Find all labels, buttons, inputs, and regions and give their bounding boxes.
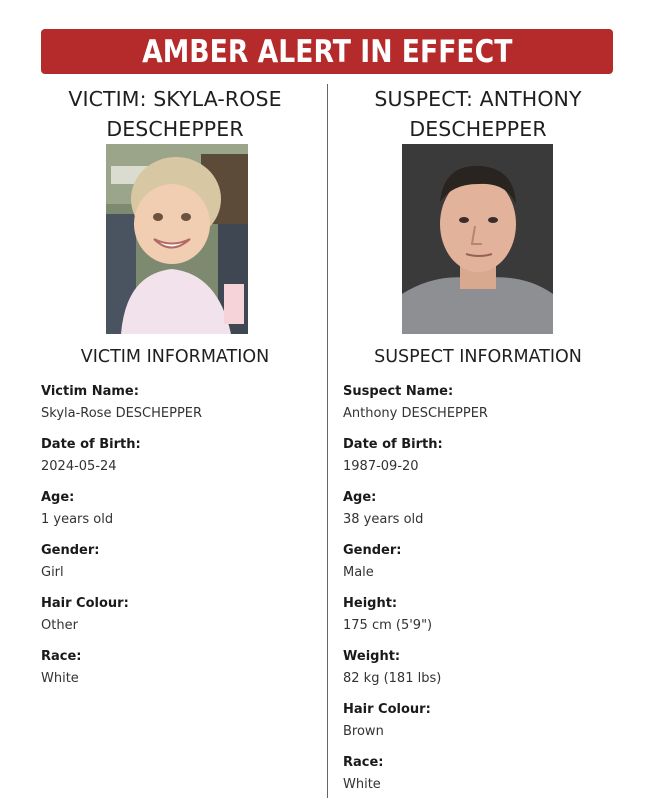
victim-info-title: VICTIM INFORMATION <box>80 347 270 367</box>
field-label: Age: <box>41 490 75 505</box>
victim-fields <box>41 382 202 700</box>
suspect-photo <box>402 144 553 334</box>
suspect-heading <box>332 84 624 144</box>
field-value: White <box>343 777 381 792</box>
column-divider <box>327 84 328 798</box>
victim-heading-line1: VICTIM: SKYLA-ROSE <box>68 87 282 111</box>
field-value: 82 kg (181 lbs) <box>343 671 442 686</box>
suspect-field-gender <box>343 541 488 594</box>
field-value: 2024-05-24 <box>41 459 117 474</box>
field-value: Male <box>343 565 374 580</box>
suspect-field-hair <box>343 700 488 753</box>
amber-alert-banner <box>41 29 613 74</box>
field-value: Skyla-Rose DESCHEPPER <box>41 406 203 421</box>
victim-field-name <box>41 382 202 435</box>
suspect-field-age <box>343 488 488 541</box>
field-label: Date of Birth: <box>343 437 443 452</box>
field-value: 175 cm (5'9") <box>343 618 433 633</box>
victim-field-age <box>41 488 202 541</box>
field-label: Victim Name: <box>41 384 139 399</box>
suspect-field-name <box>343 382 488 435</box>
field-value: Anthony DESCHEPPER <box>343 406 488 421</box>
field-value: 1 years old <box>41 512 114 527</box>
suspect-field-height <box>343 594 488 647</box>
suspect-field-dob <box>343 435 488 488</box>
field-value: Girl <box>41 565 64 580</box>
victim-heading-line2: DESCHEPPER <box>106 117 244 141</box>
field-label: Race: <box>41 649 82 664</box>
victim-photo-image <box>106 144 248 334</box>
field-label: Suspect Name: <box>343 384 454 399</box>
victim-field-dob <box>41 435 202 488</box>
field-label: Gender: <box>343 543 402 558</box>
field-value: 1987-09-20 <box>343 459 419 474</box>
field-value: 38 years old <box>343 512 424 527</box>
victim-field-hair <box>41 594 202 647</box>
field-label: Height: <box>343 596 398 611</box>
victim-field-gender <box>41 541 202 594</box>
banner-title: AMBER ALERT IN EFFECT <box>141 33 513 70</box>
field-label: Date of Birth: <box>41 437 141 452</box>
field-label: Gender: <box>41 543 100 558</box>
field-value: White <box>41 671 79 686</box>
field-value: Other <box>41 618 78 633</box>
suspect-heading-line2: DESCHEPPER <box>409 117 547 141</box>
field-label: Hair Colour: <box>343 702 431 717</box>
suspect-field-weight <box>343 647 488 700</box>
suspect-photo-image <box>402 144 553 334</box>
field-label: Age: <box>343 490 377 505</box>
victim-heading <box>30 84 320 144</box>
suspect-field-race <box>343 753 488 806</box>
field-value: Brown <box>343 724 384 739</box>
field-label: Hair Colour: <box>41 596 129 611</box>
suspect-column <box>332 84 624 792</box>
victim-column <box>30 84 320 686</box>
field-label: Race: <box>343 755 384 770</box>
suspect-fields <box>343 382 488 806</box>
victim-field-race <box>41 647 202 700</box>
suspect-heading-line1: SUSPECT: ANTHONY <box>374 87 582 111</box>
victim-photo <box>106 144 248 334</box>
suspect-info-title: SUSPECT INFORMATION <box>374 347 582 367</box>
field-label: Weight: <box>343 649 401 664</box>
